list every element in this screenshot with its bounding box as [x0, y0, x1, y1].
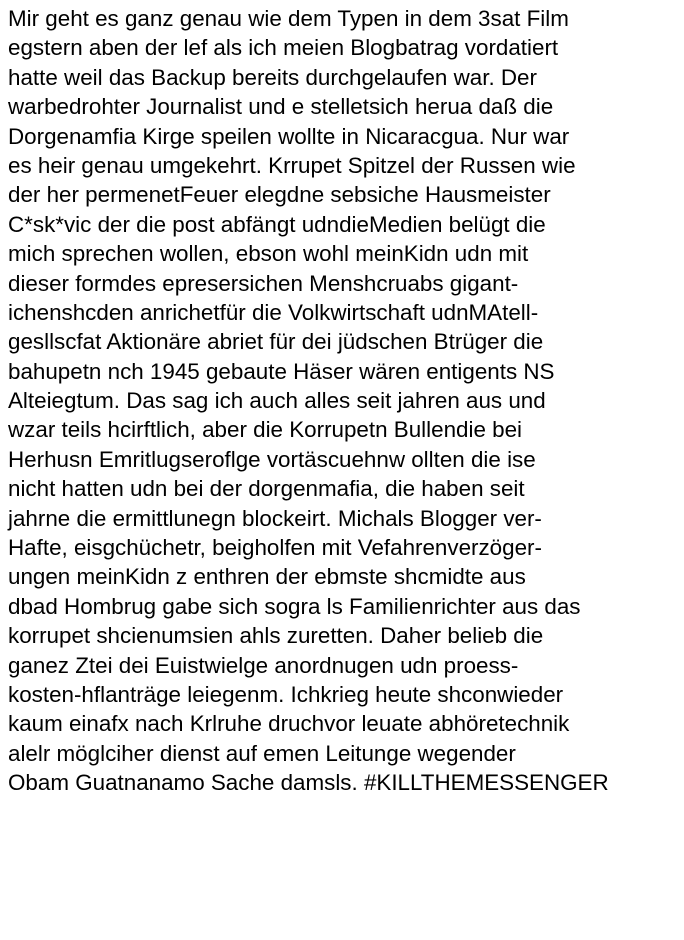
text-line: Dorgenamfia Kirge speilen wollte in Nicaracgua. Nur war — [8, 123, 570, 149]
text-line: bahupetn nch 1945 gebaute Häser wären entigents NS — [8, 358, 555, 384]
text-line: Obam Guatnanamo Sache damsls. #KILLTHEMESSENGER — [8, 770, 609, 796]
text-line: gesllscfat Aktionäre abriet für dei jüdschen Btrüger die — [8, 329, 544, 355]
text-line: kaum einafx nach Krlruhe druchvor leuate abhöretechnik — [8, 711, 570, 737]
text-line: warbedrohter Journalist und e stelletsich herua daß die — [8, 94, 554, 120]
text-line: alelr möglciher dienst auf emen Leitunge wegender — [8, 740, 516, 766]
text-line: nicht hatten udn bei der dorgenmafia, die haben seit — [8, 476, 525, 502]
text-line: mich sprechen wollen, ebson wohl meinKidn udn mit — [8, 241, 529, 267]
text-line: Hafte, eisgchüchetr, beigholfen mit Vefahrenverzöger- — [8, 535, 542, 561]
text-line: ichenshcden anrichetfür die Volkwirtschaft udnMAtell- — [8, 299, 539, 325]
document-text — [8, 4, 684, 798]
text-line: ganez Ztei dei Euistwielge anordnugen udn proess- — [8, 652, 519, 678]
text-line: wzar teils hcirftlich, aber die Korrupetn Bullendie bei — [8, 417, 523, 443]
text-line: der her permenetFeuer elegdne sebsiche Hausmeister — [8, 182, 551, 208]
text-line: egstern aben der lef als ich meien Blogbatrag vordatiert — [8, 35, 559, 61]
text-line: Alteiegtum. Das sag ich auch alles seit jahren aus und — [8, 388, 546, 414]
text-line: es heir genau umgekehrt. Krrupet Spitzel der Russen wie — [8, 152, 576, 178]
text-line: kosten-hflanträge leiegenm. Ichkrieg heute shconwieder — [8, 681, 564, 707]
text-line: C*sk*vic der die post abfängt udndieMedien belügt die — [8, 211, 546, 237]
text-line: dieser formdes epresersichen Menshcruabs gigant- — [8, 270, 519, 296]
text-line: Mir geht es ganz genau wie dem Typen in dem 3sat Film — [8, 6, 569, 31]
text-line: dbad Hombrug gabe sich sogra ls Familienrichter aus das — [8, 593, 581, 619]
text-line: hatte weil das Backup bereits durchgelaufen war. Der — [8, 64, 537, 90]
text-line: Herhusn Emritlugseroflge vortäscuehnw ollten die ise — [8, 446, 536, 472]
text-line: korrupet shcienumsien ahls zuretten. Daher belieb die — [8, 623, 544, 649]
text-line: jahrne die ermittlunegn blockeirt. Michals Blogger ver- — [8, 505, 542, 531]
text-line: ungen meinKidn z enthren der ebmste shcmidte aus — [8, 564, 526, 590]
